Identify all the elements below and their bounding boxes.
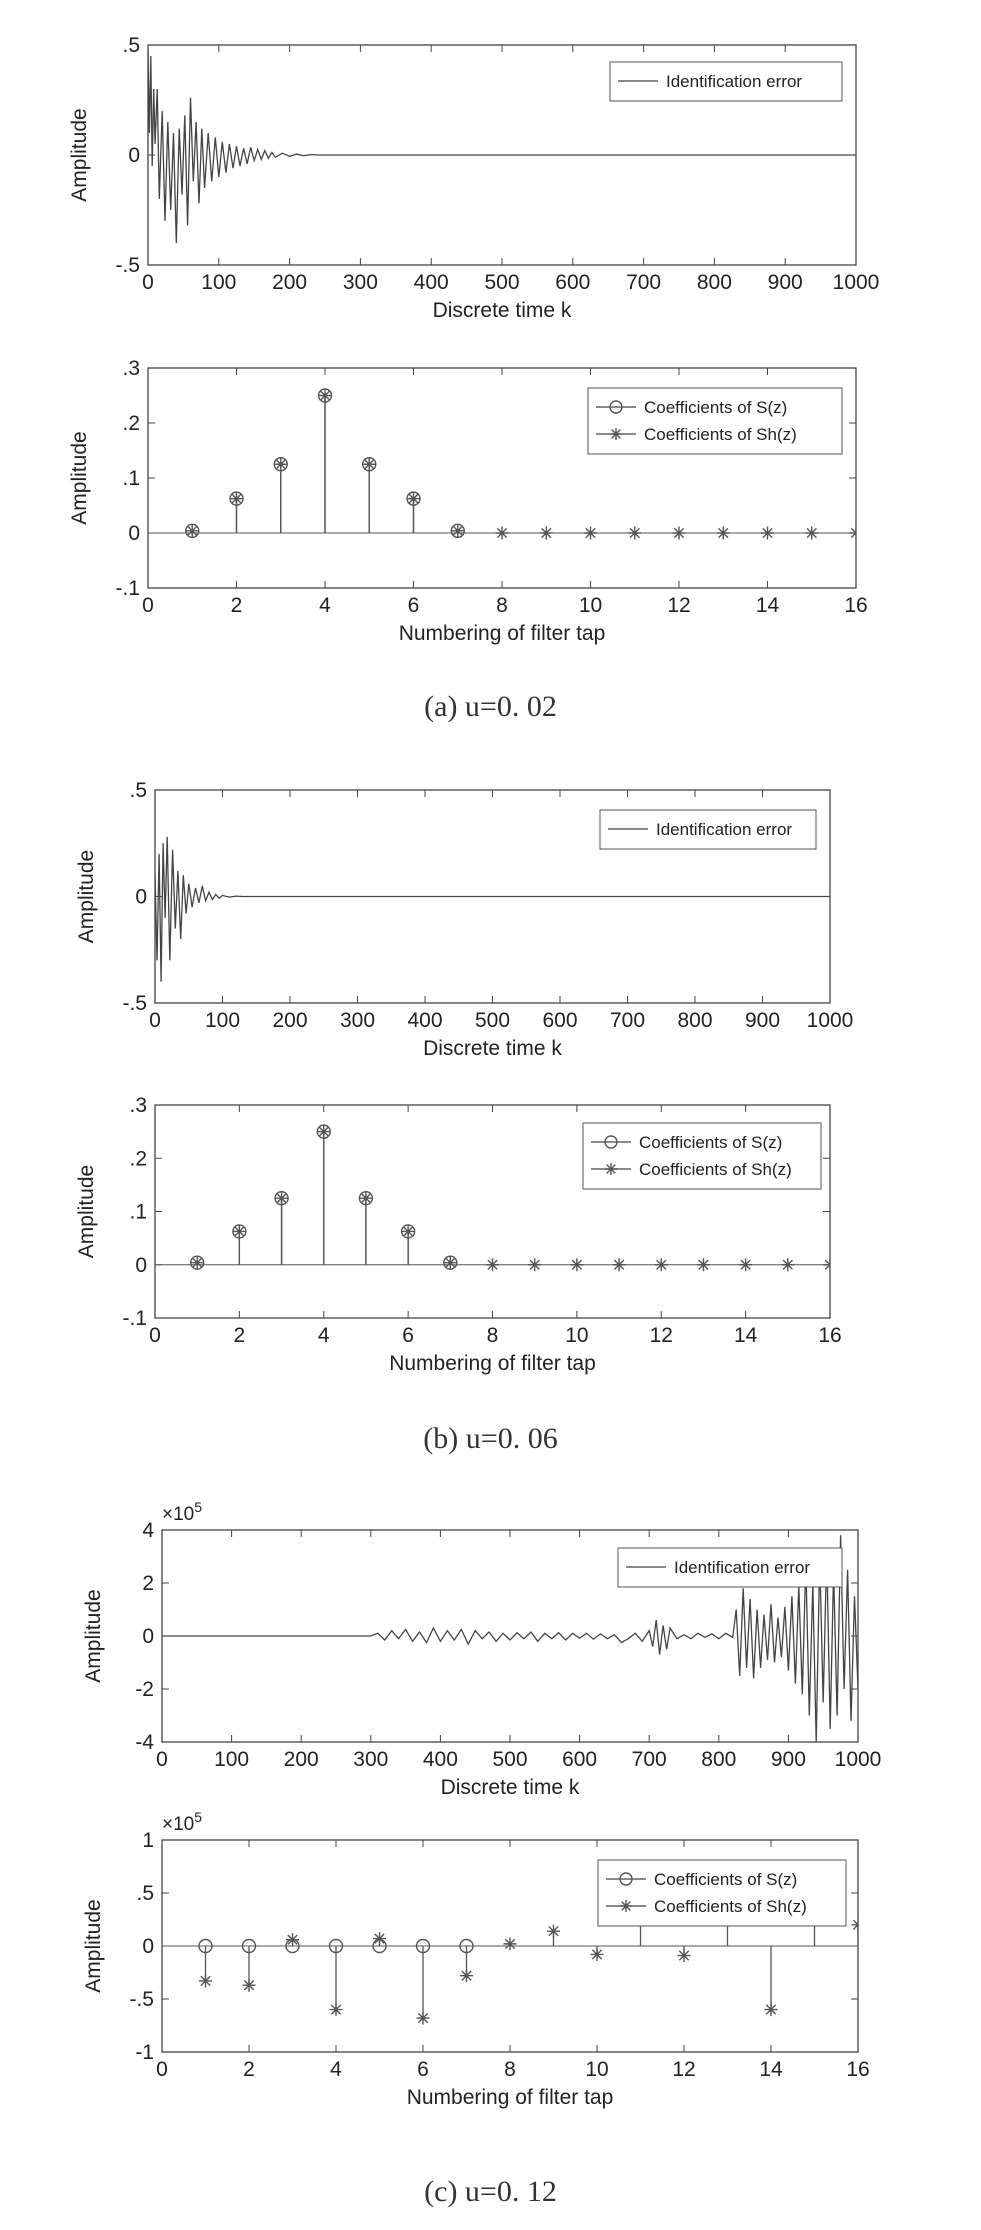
x-tick-label: 2 bbox=[233, 1324, 246, 1347]
caption-b: (b) u=0. 06 bbox=[423, 1422, 558, 1455]
caption-c: (c) u=0. 12 bbox=[424, 2175, 557, 2208]
stem-marker-star bbox=[233, 1225, 246, 1238]
x-tick-label: 8 bbox=[496, 594, 508, 617]
x-tick-label: 16 bbox=[846, 2058, 870, 2081]
stem-marker-star bbox=[739, 1258, 752, 1271]
x-tick-label: 10 bbox=[578, 594, 603, 617]
stem-marker-star bbox=[673, 527, 686, 540]
stem-marker-star bbox=[852, 1918, 865, 1931]
x-tick-label: 100 bbox=[214, 1748, 250, 1771]
x-tick-label: 700 bbox=[626, 271, 662, 294]
x-tick-label: 900 bbox=[770, 1748, 806, 1771]
y-tick-label: 0 bbox=[142, 1935, 154, 1958]
x-tick-label: 1000 bbox=[806, 1009, 854, 1032]
x-tick-label: 16 bbox=[818, 1324, 842, 1347]
stem-marker-star bbox=[460, 1969, 473, 1982]
stem-marker-star bbox=[496, 527, 509, 540]
chart-a-top bbox=[68, 34, 879, 322]
x-tick-label: 400 bbox=[407, 1009, 443, 1032]
x-tick-label: 100 bbox=[204, 1009, 241, 1032]
stem-marker-star bbox=[528, 1258, 541, 1271]
stem-marker-star bbox=[444, 1256, 457, 1269]
y-tick-label: .5 bbox=[129, 779, 147, 802]
stem-marker-star bbox=[613, 1258, 626, 1271]
stem-marker-star bbox=[765, 2003, 778, 2016]
y-axis-label: Amplitude bbox=[75, 1164, 98, 1259]
stem-marker-star bbox=[373, 1932, 386, 1945]
legend-marker-star bbox=[620, 1900, 632, 1912]
x-tick-label: 600 bbox=[562, 1748, 598, 1771]
y-tick-label: -.5 bbox=[115, 254, 140, 277]
stem-marker-star bbox=[243, 1979, 256, 1992]
y-tick-label: 1 bbox=[142, 1829, 154, 1852]
stem-marker-star bbox=[697, 1258, 710, 1271]
stem-marker-star bbox=[540, 527, 553, 540]
x-tick-label: 0 bbox=[149, 1009, 161, 1032]
legend-label: Coefficients of S(z) bbox=[644, 398, 788, 417]
x-tick-label: 1000 bbox=[834, 1748, 882, 1771]
x-tick-label: 12 bbox=[649, 1324, 673, 1347]
stem-marker-star bbox=[584, 527, 597, 540]
x-tick-label: 2 bbox=[243, 2058, 255, 2081]
x-tick-label: 300 bbox=[339, 1009, 376, 1032]
y-tick-label: -.5 bbox=[122, 992, 147, 1015]
stem-marker-star bbox=[230, 492, 243, 505]
x-tick-label: 800 bbox=[701, 1748, 737, 1771]
x-tick-label: 100 bbox=[201, 271, 237, 294]
chart-c-bottom bbox=[82, 1809, 870, 2109]
x-tick-label: 12 bbox=[667, 594, 691, 617]
x-tick-label: 12 bbox=[672, 2058, 696, 2081]
stem-marker-star bbox=[805, 527, 818, 540]
x-tick-label: 500 bbox=[474, 1009, 511, 1032]
legend-marker-star bbox=[610, 428, 622, 440]
y-axis-label: Amplitude bbox=[68, 108, 91, 202]
legend-label: Identification error bbox=[674, 1558, 811, 1577]
x-axis-label: Numbering of filter tap bbox=[389, 1352, 596, 1375]
y-tick-label: .5 bbox=[136, 1882, 154, 1905]
stem-marker-star bbox=[628, 527, 641, 540]
chart-c-top bbox=[82, 1499, 881, 1799]
y-tick-label: -.1 bbox=[122, 1307, 147, 1330]
x-tick-label: 6 bbox=[417, 2058, 429, 2081]
y-tick-label: .2 bbox=[122, 412, 140, 435]
x-tick-label: 900 bbox=[744, 1009, 781, 1032]
chart-b-top bbox=[75, 779, 853, 1060]
x-tick-label: 0 bbox=[149, 1324, 161, 1347]
stem-marker-star bbox=[191, 1256, 204, 1269]
legend-label: Identification error bbox=[666, 72, 803, 91]
y-axis-label: Amplitude bbox=[82, 1589, 105, 1683]
x-tick-label: 14 bbox=[759, 2058, 783, 2081]
x-tick-label: 8 bbox=[504, 2058, 516, 2081]
y-tick-label: .1 bbox=[129, 1200, 147, 1224]
legend-label: Coefficients of S(z) bbox=[654, 1870, 798, 1889]
stem-marker-star bbox=[486, 1258, 499, 1271]
y-tick-label: 4 bbox=[142, 1519, 154, 1542]
x-tick-label: 400 bbox=[422, 1748, 458, 1771]
x-tick-label: 10 bbox=[585, 2058, 609, 2081]
stem-marker-star bbox=[359, 1192, 372, 1205]
x-tick-label: 8 bbox=[486, 1324, 499, 1347]
x-tick-label: 900 bbox=[767, 271, 803, 294]
y-tick-label: -4 bbox=[135, 1731, 154, 1754]
x-tick-label: 600 bbox=[555, 271, 591, 294]
stem-marker-star bbox=[199, 1974, 212, 1987]
x-tick-label: 14 bbox=[755, 594, 780, 617]
x-tick-label: 800 bbox=[677, 1009, 713, 1032]
x-tick-label: 700 bbox=[609, 1009, 646, 1032]
y-tick-label: .5 bbox=[122, 34, 140, 57]
stem-marker-star bbox=[761, 527, 774, 540]
y-tick-label: -.1 bbox=[115, 577, 140, 600]
stem-marker-star bbox=[319, 389, 332, 402]
y-tick-label: .3 bbox=[122, 357, 140, 380]
x-tick-label: 200 bbox=[283, 1748, 319, 1771]
y-axis-label: Amplitude bbox=[75, 849, 98, 944]
x-tick-label: 6 bbox=[402, 1324, 414, 1347]
legend-label: Coefficients of S(z) bbox=[639, 1133, 783, 1152]
y-tick-label: -1 bbox=[135, 2041, 154, 2064]
x-tick-label: 500 bbox=[492, 1748, 528, 1771]
y-tick-label: 0 bbox=[128, 144, 140, 167]
y-tick-label: 0 bbox=[128, 522, 140, 545]
x-tick-label: 200 bbox=[272, 271, 308, 294]
x-tick-label: 1000 bbox=[832, 271, 880, 294]
x-tick-label: 6 bbox=[407, 594, 420, 617]
x-tick-label: 0 bbox=[142, 271, 154, 294]
legend-label: Coefficients of Sh(z) bbox=[639, 1160, 792, 1179]
stem-marker-star bbox=[417, 2012, 430, 2025]
x-tick-label: 10 bbox=[565, 1324, 589, 1347]
y-tick-label: 0 bbox=[135, 885, 147, 909]
x-tick-label: 700 bbox=[631, 1748, 667, 1771]
x-tick-label: 16 bbox=[844, 594, 868, 617]
y-tick-label: -2 bbox=[135, 1678, 154, 1701]
y-tick-label: .2 bbox=[129, 1147, 147, 1171]
legend-marker-star bbox=[605, 1163, 617, 1175]
x-tick-label: 400 bbox=[413, 271, 449, 294]
x-axis-label: Discrete time k bbox=[423, 1037, 562, 1060]
stem-marker-star bbox=[547, 1925, 560, 1938]
stem-marker-star bbox=[274, 458, 287, 471]
x-axis-label: Numbering of filter tap bbox=[398, 622, 606, 645]
stem-marker-star bbox=[451, 524, 464, 537]
stem-marker-star bbox=[824, 1258, 837, 1271]
stem-marker-star bbox=[591, 1948, 604, 1961]
stem-marker-star bbox=[655, 1258, 668, 1271]
stem-marker-star bbox=[678, 1949, 691, 1962]
x-tick-label: 2 bbox=[230, 594, 243, 617]
x-axis-label: Discrete time k bbox=[440, 1776, 580, 1799]
stem-marker-star bbox=[850, 527, 863, 540]
y-tick-label: 0 bbox=[135, 1253, 147, 1277]
stem-marker-star bbox=[407, 492, 420, 505]
y-tick-label: .3 bbox=[129, 1094, 147, 1117]
legend-label: Identification error bbox=[656, 820, 793, 839]
y-axis-label: Amplitude bbox=[82, 1899, 105, 1993]
x-tick-label: 600 bbox=[542, 1009, 578, 1032]
x-tick-label: 200 bbox=[272, 1009, 308, 1032]
x-tick-label: 0 bbox=[142, 594, 154, 617]
x-tick-label: 0 bbox=[156, 2058, 168, 2081]
x-tick-label: 800 bbox=[696, 271, 732, 294]
stem-marker-star bbox=[286, 1933, 299, 1946]
y-tick-label: .1 bbox=[122, 467, 140, 490]
legend-label: Coefficients of Sh(z) bbox=[644, 425, 797, 444]
x-tick-label: 4 bbox=[319, 594, 331, 617]
y-scale-label: $\times 10^5$ bbox=[162, 1499, 203, 1525]
x-tick-label: 500 bbox=[484, 271, 520, 294]
stem-marker-star bbox=[363, 458, 376, 471]
stem-marker-star bbox=[570, 1258, 583, 1271]
x-tick-label: 14 bbox=[733, 1324, 758, 1347]
y-tick-label: 2 bbox=[142, 1572, 154, 1595]
x-axis-label: Discrete time k bbox=[432, 299, 572, 322]
stem-marker-star bbox=[330, 2003, 343, 2016]
chart-a-bottom bbox=[68, 357, 868, 645]
caption-a: (a) u=0. 02 bbox=[424, 690, 557, 723]
x-tick-label: 4 bbox=[330, 2058, 342, 2081]
x-tick-label: 0 bbox=[156, 1748, 168, 1771]
x-tick-label: 300 bbox=[342, 271, 378, 294]
stem-marker-star bbox=[402, 1225, 415, 1238]
y-scale-label: $\times 10^5$ bbox=[162, 1809, 203, 1835]
y-tick-label: -.5 bbox=[129, 1988, 154, 2011]
stem-marker-star bbox=[717, 527, 730, 540]
x-tick-label: 4 bbox=[317, 1324, 330, 1347]
stem-marker-star bbox=[186, 524, 199, 537]
chart-b-bottom bbox=[75, 1094, 842, 1375]
stem-marker-star bbox=[781, 1258, 794, 1271]
legend-label: Coefficients of Sh(z) bbox=[654, 1897, 807, 1916]
y-axis-label: Amplitude bbox=[68, 431, 91, 525]
stem-marker-star bbox=[504, 1937, 517, 1950]
x-axis-label: Numbering of filter tap bbox=[406, 2086, 614, 2109]
stem-marker-star bbox=[317, 1125, 330, 1138]
stem-marker-star bbox=[275, 1192, 288, 1205]
y-tick-label: 0 bbox=[142, 1625, 154, 1648]
x-tick-label: 300 bbox=[353, 1748, 389, 1771]
